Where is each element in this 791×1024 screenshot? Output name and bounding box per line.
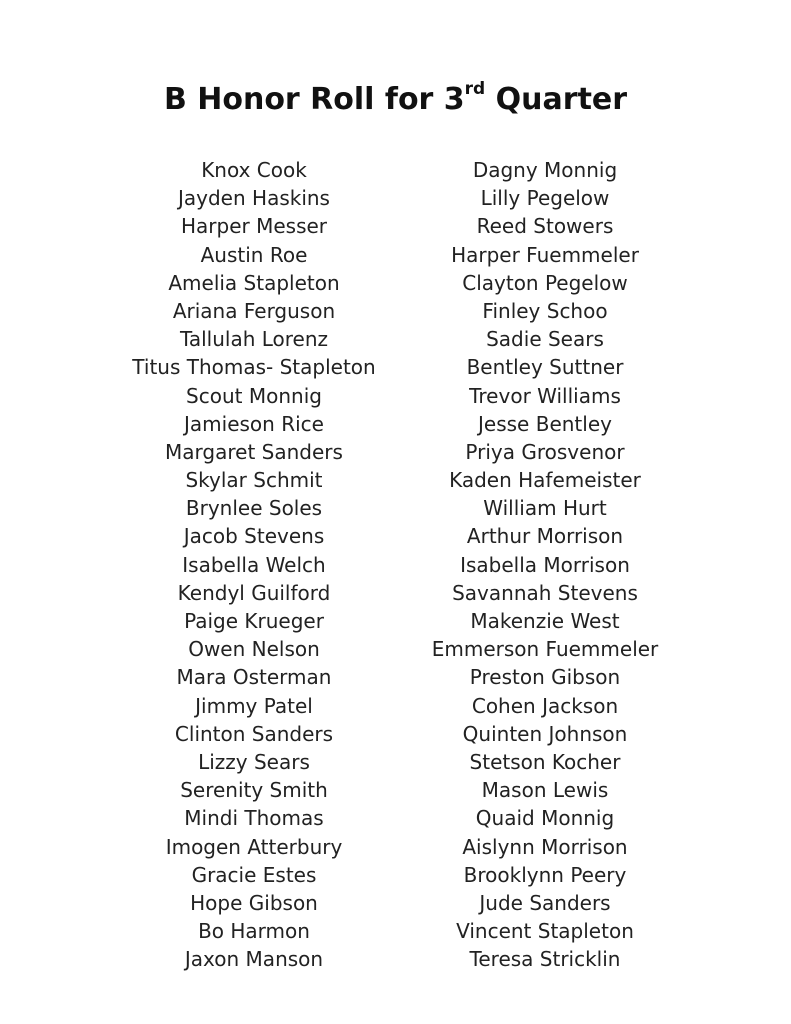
student-name: Emmerson Fuemmeler: [431, 637, 659, 662]
student-name: Finley Schoo: [482, 298, 608, 323]
student-name: Scout Monnig: [186, 383, 322, 408]
student-name: Dagny Monnig: [472, 158, 618, 182]
student-name: Owen Nelson: [188, 637, 320, 662]
student-name: Kaden Hafemeister: [449, 468, 641, 493]
student-name: Preston Gibson: [469, 665, 621, 690]
student-name: Bo Harmon: [198, 919, 310, 944]
student-name: Skylar Schmit: [185, 468, 323, 493]
student-name: Jaxon Manson: [184, 947, 324, 972]
student-name: Lilly Pegelow: [480, 186, 610, 211]
student-name: Harper Messer: [180, 214, 328, 239]
student-name: Amelia Stapleton: [168, 270, 340, 295]
student-name: Brynlee Soles: [185, 496, 323, 521]
student-name: Stetson Kocher: [469, 749, 621, 774]
student-name: Harper Fuemmeler: [451, 242, 639, 267]
student-name: Brooklynn Peery: [463, 862, 627, 887]
student-name: Trevor Williams: [469, 383, 621, 408]
student-name: Vincent Stapleton: [456, 919, 634, 944]
student-name: Paige Krueger: [184, 609, 324, 633]
student-name: Austin Roe: [200, 242, 308, 267]
left-name-column: [94, 156, 414, 973]
student-name: Margaret Sanders: [165, 439, 343, 464]
student-name: Jesse Bentley: [478, 411, 612, 436]
student-name: Jamieson Rice: [184, 411, 324, 436]
student-name: Clayton Pegelow: [462, 270, 628, 295]
student-name: Mindi Thomas: [184, 806, 324, 831]
student-name: Priya Grosvenor: [465, 439, 625, 464]
title-suffix: Quarter: [485, 82, 628, 117]
student-name: Mason Lewis: [481, 778, 609, 803]
student-name: Ariana Ferguson: [172, 298, 336, 323]
right-name-column: [385, 156, 705, 973]
student-name: Isabella Welch: [182, 552, 326, 577]
title-ordinal-superscript: rd: [464, 79, 486, 99]
student-name: Quinten Johnson: [462, 721, 628, 746]
student-name: Titus Thomas- Stapleton: [132, 355, 376, 380]
student-name: Savannah Stevens: [452, 580, 638, 605]
student-name: Mara Osterman: [176, 665, 332, 690]
student-name: Quaid Monnig: [475, 806, 615, 831]
student-name: Cohen Jackson: [471, 693, 619, 718]
student-name: Kendyl Guilford: [177, 580, 331, 605]
student-name: Arthur Morrison: [466, 524, 624, 549]
student-name: Tallulah Lorenz: [179, 327, 329, 352]
student-name: Imogen Atterbury: [165, 834, 343, 859]
student-name: William Hurt: [483, 496, 607, 521]
student-name: Teresa Stricklin: [469, 947, 621, 972]
student-name: Sadie Sears: [486, 327, 604, 352]
student-name: Bentley Suttner: [466, 355, 624, 380]
student-name: Jude Sanders: [479, 890, 611, 915]
student-name: Makenzie West: [470, 609, 620, 633]
student-name: Hope Gibson: [190, 890, 318, 915]
student-name: Jayden Haskins: [178, 186, 330, 211]
student-name: Clinton Sanders: [174, 721, 334, 746]
student-name: Lizzy Sears: [198, 749, 310, 774]
student-name: Knox Cook: [201, 158, 307, 182]
title-prefix: B Honor Roll for 3: [163, 82, 465, 117]
page-title: [0, 78, 791, 122]
student-name: Jacob Stevens: [183, 524, 325, 549]
student-name: Aislynn Morrison: [462, 834, 628, 859]
student-name: Reed Stowers: [476, 214, 614, 239]
student-name: Jimmy Patel: [195, 693, 313, 718]
student-name: Gracie Estes: [191, 862, 317, 887]
student-name: Serenity Smith: [180, 778, 328, 803]
student-name: Isabella Morrison: [460, 552, 630, 577]
